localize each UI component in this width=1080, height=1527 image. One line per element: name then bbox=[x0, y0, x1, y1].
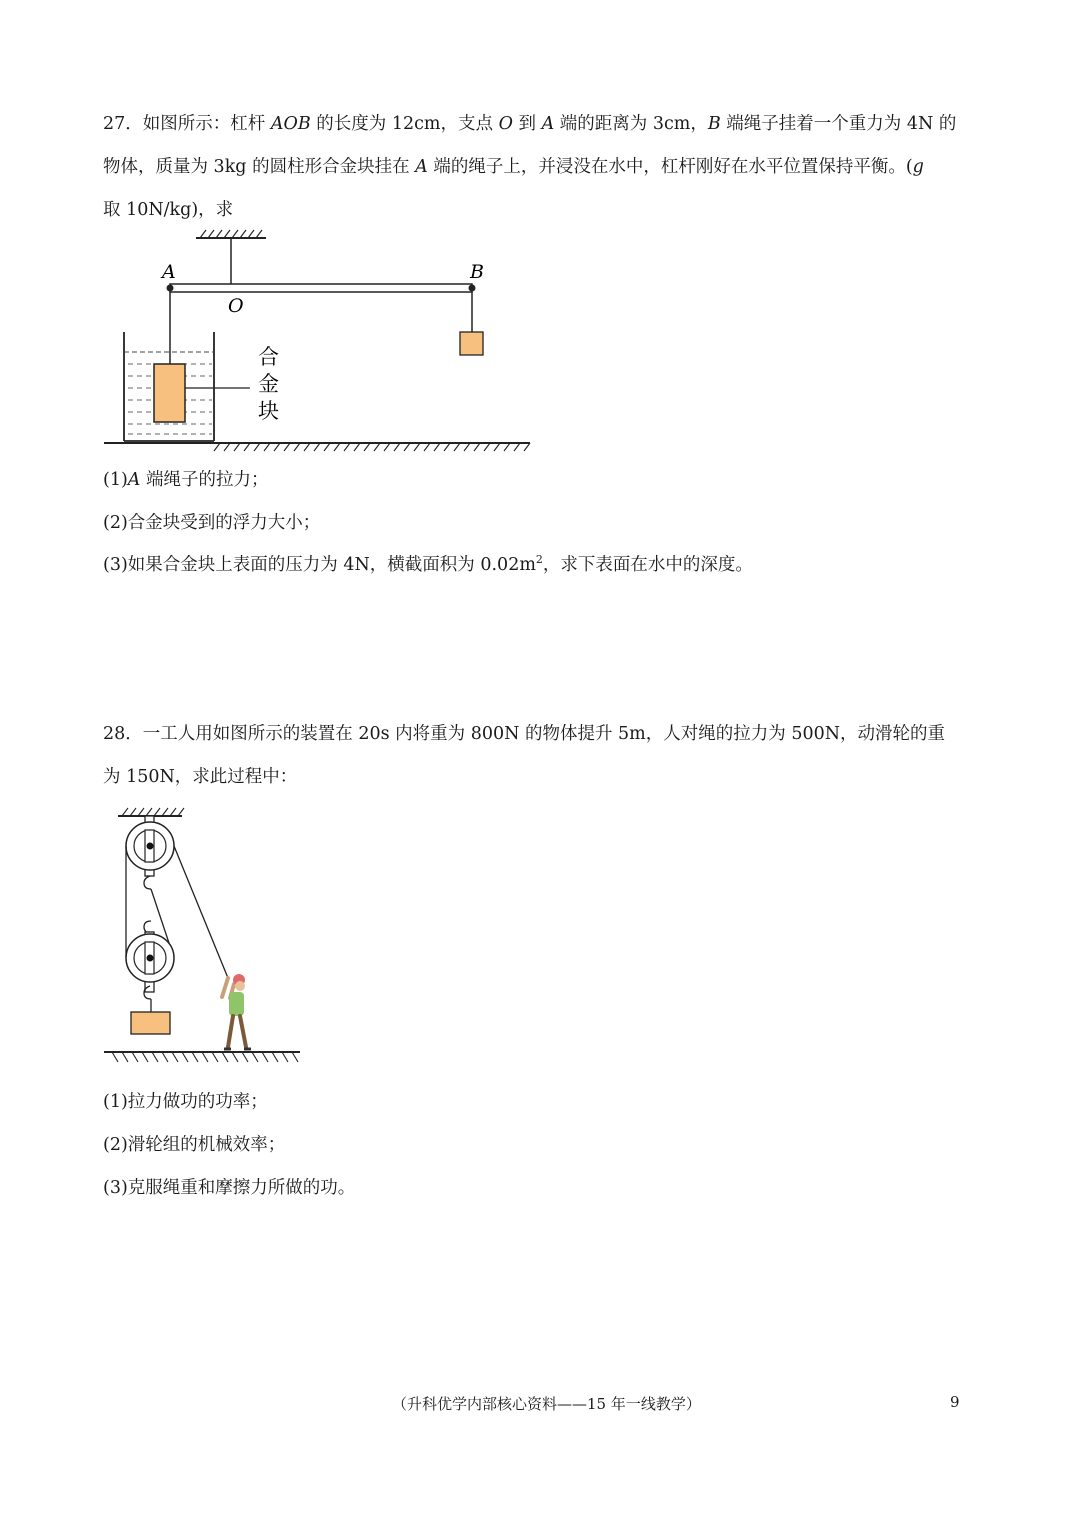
rope-pull bbox=[174, 846, 228, 978]
ceiling-hatch-2 bbox=[122, 808, 184, 816]
label-o: O bbox=[228, 295, 244, 317]
worker-figure bbox=[222, 974, 251, 1049]
label-block-2: 金 bbox=[258, 372, 279, 396]
page-number: 9 bbox=[950, 1393, 960, 1411]
weight-b bbox=[460, 332, 483, 355]
alloy-block bbox=[154, 364, 185, 422]
q27-sub-3: (3)如果合金块上表面的压力为 4N，横截面积为 $0.02m^2$，求下表面在水中的深度。 bbox=[103, 553, 753, 575]
q27-line-1: 27．如图所示：杠杆 AOB 的长度为 12cm，支点 O 到 A 端的距离为 3cm，B 端绳子挂着一个重力为 4N 的 bbox=[103, 114, 957, 134]
label-block-1: 合 bbox=[258, 345, 279, 369]
label-a: A bbox=[162, 261, 176, 283]
q27-line-3: 取 10N/kg)，求 bbox=[103, 200, 234, 220]
q27-sub-2: (2)合金块受到的浮力大小； bbox=[103, 513, 321, 533]
pulley-figure bbox=[100, 800, 310, 1070]
ground-hatch-2 bbox=[112, 1052, 298, 1062]
ground-hatch bbox=[214, 443, 530, 451]
q27-sub-1: (1)A 端绳子的拉力； bbox=[103, 470, 269, 490]
q28-line-1: 28．一工人用如图所示的装置在 20s 内将重为 800N 的物体提升 5m，人对绳的拉力为 500N，动滑轮的重 bbox=[103, 724, 946, 744]
q28-sub-2: (2)滑轮组的机械效率； bbox=[103, 1135, 286, 1155]
q28-line-2: 为 150N，求此过程中： bbox=[103, 767, 298, 787]
lever-bar bbox=[170, 284, 472, 292]
lever-figure bbox=[100, 228, 540, 456]
footer-text: （升科优学内部核心资料——15 年一线教学） bbox=[392, 1395, 701, 1413]
ceiling-hatch bbox=[200, 230, 262, 238]
load-block bbox=[131, 1012, 170, 1034]
q28-sub-1: (1)拉力做功的功率； bbox=[103, 1092, 268, 1112]
end-b-dot bbox=[469, 285, 476, 292]
fixed-pulley bbox=[126, 816, 174, 889]
label-block-3: 块 bbox=[258, 399, 279, 423]
end-a-dot bbox=[167, 285, 174, 292]
q28-sub-3: (3)克服绳重和摩擦力所做的功。 bbox=[103, 1178, 356, 1198]
q27-line-2: 物体，质量为 3kg 的圆柱形合金块挂在 A 端的绳子上，并浸没在水中，杠杆刚好在水平位置保持平衡。(g bbox=[103, 157, 924, 177]
label-b: B bbox=[470, 261, 484, 283]
